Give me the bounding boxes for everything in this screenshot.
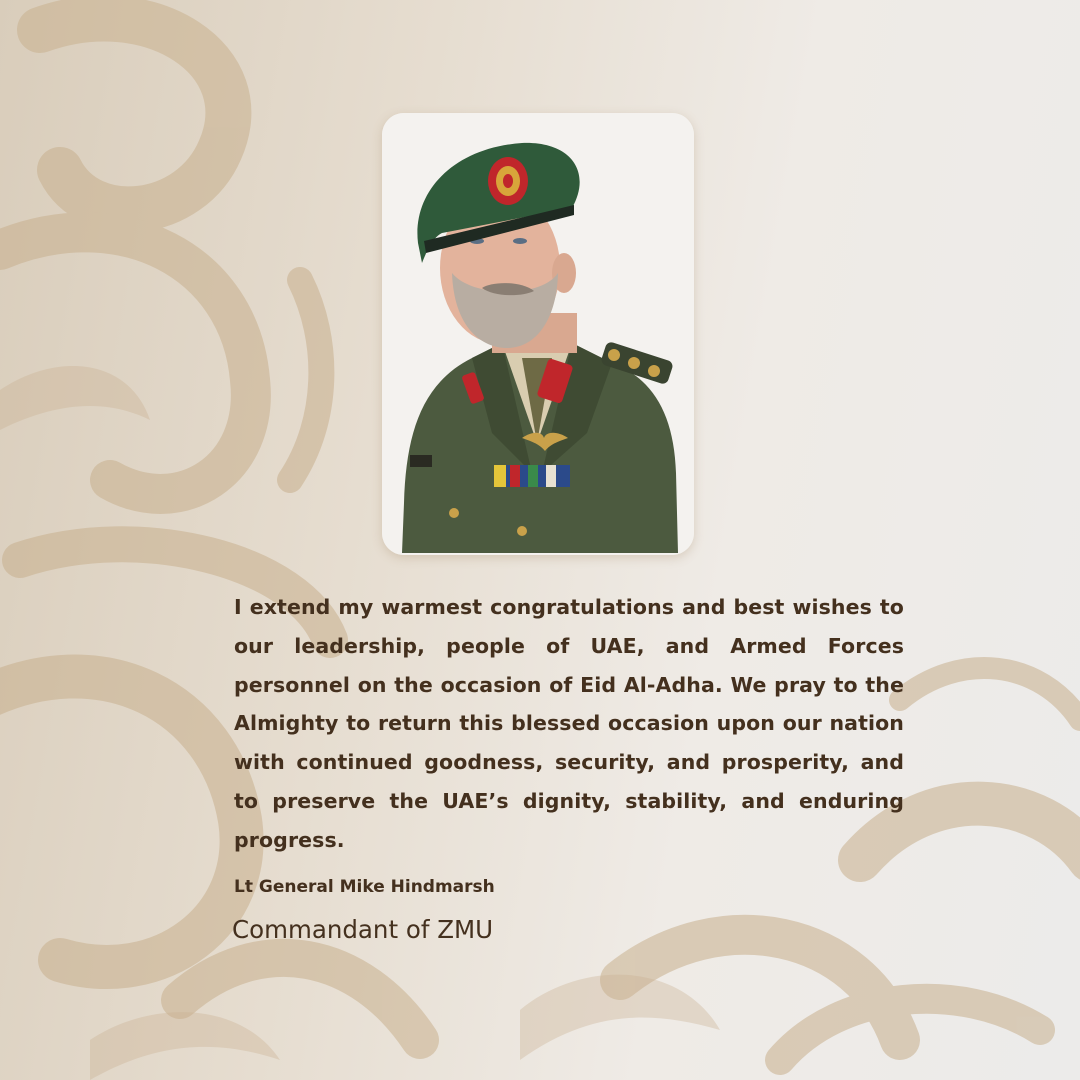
signatory-title: Commandant of ZMU — [232, 915, 494, 944]
eid-message: I extend my warmest congratulations and best wishes to our leadership, people of UAE, and Armed Forces personnel on the occasion of Eid Al-Adha. We pray to the Almighty to return this blessed occasion upon our nation with continued goodness, security, and prosperity, and to preserve the UAE’s dignity, stability, and enduring progress. — [234, 595, 904, 852]
signatory-name: Lt General Mike Hindmarsh — [234, 877, 495, 897]
portrait-image — [382, 113, 694, 555]
portrait-card — [382, 113, 694, 555]
